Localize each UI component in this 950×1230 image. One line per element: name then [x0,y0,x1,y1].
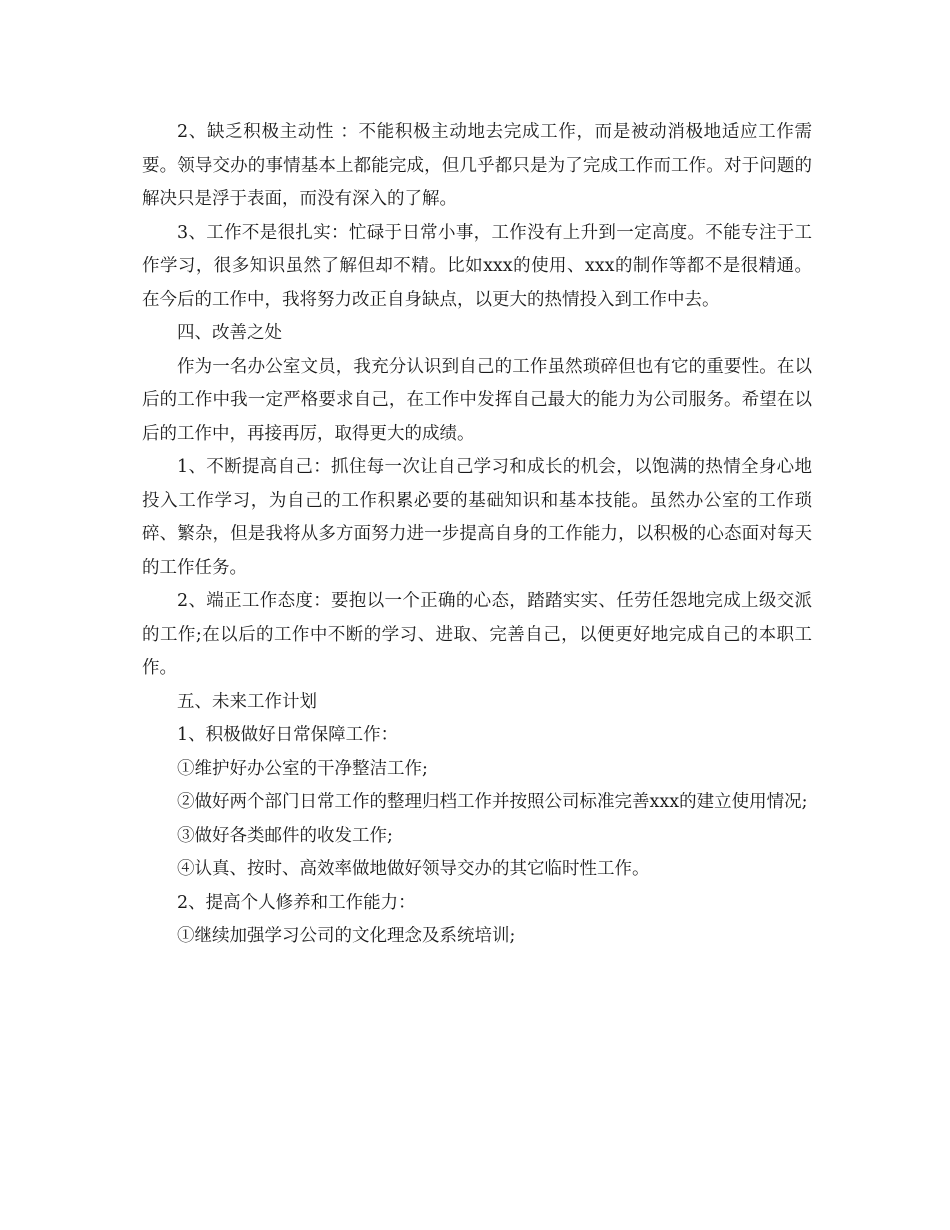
plan-item-2-sub-1: ①继续加强学习公司的文化理念及系统培训; [177,926,516,946]
paragraph-improvement-1: 1、不断提高自己：抓住每一次让自己学习和成长的机会，以饱满的热情全身心地投入工作学习，为自己的工作积累必要的基础知识和基本技能。虽然办公室的工作琐碎、繁杂，但是我将从多方面努力进一步提高自身的工作能力，以积极的心态面对每天的工作任务。 [142,457,812,578]
section-heading-improvements: 四、改善之处 [177,323,282,343]
document-body [142,116,812,954]
plan-item-1-sub-4: ④认真、按时、高效率做地做好领导交办的其它临时性工作。 [177,859,650,879]
paragraph-improvements-intro: 作为一名办公室文员，我充分认识到自己的工作虽然琐碎但也有它的重要性。在以后的工作中我一定严格要求自己，在工作中发挥自己最大的能力为公司服务。希望在以后的工作中，再接再厉，取得更大的成绩。 [142,356,812,444]
plan-item-1-heading: 1、积极做好日常保障工作： [177,725,399,745]
plan-item-1-sub-3: ③做好各类邮件的收发工作; [177,825,393,846]
paragraph-shortcoming-2: 2、缺乏积极主动性 ：不能积极主动地去完成工作，而是被动消极地适应工作需要。领导交办的事情基本上都能完成，但几乎都只是为了完成工作而工作。对于问题的解决只是浮于表面，而没有深入的了解。 [142,122,812,209]
section-heading-future-plan: 五、未来工作计划 [177,691,317,712]
plan-item-1-sub-2: ②做好两个部门日常工作的整理归档工作并按照公司标准完善xxx的建立使用情况; [177,792,808,812]
paragraph-improvement-2: 2、端正工作态度：要抱以一个正确的心态，踏踏实实、任劳任怨地完成上级交派的工作;在以后的工作中不断的学习、进取、完善自己，以便更好地完成自己的本职工作。 [142,591,812,678]
plan-item-2-heading: 2、提高个人修养和工作能力： [177,892,416,913]
plan-item-1-sub-1: ①维护好办公室的干净整洁工作; [177,758,428,779]
paragraph-shortcoming-3: 3、工作不是很扎实：忙碌于日常小事，工作没有上升到一定高度。不能专注于工作学习，很多知识虽然了解但却不精。比如xxx的使用、xxx的制作等都不是很精通。在今后的工作中，我将努力改正自身缺点，以更大的热情投入到工作中去。 [142,222,812,310]
